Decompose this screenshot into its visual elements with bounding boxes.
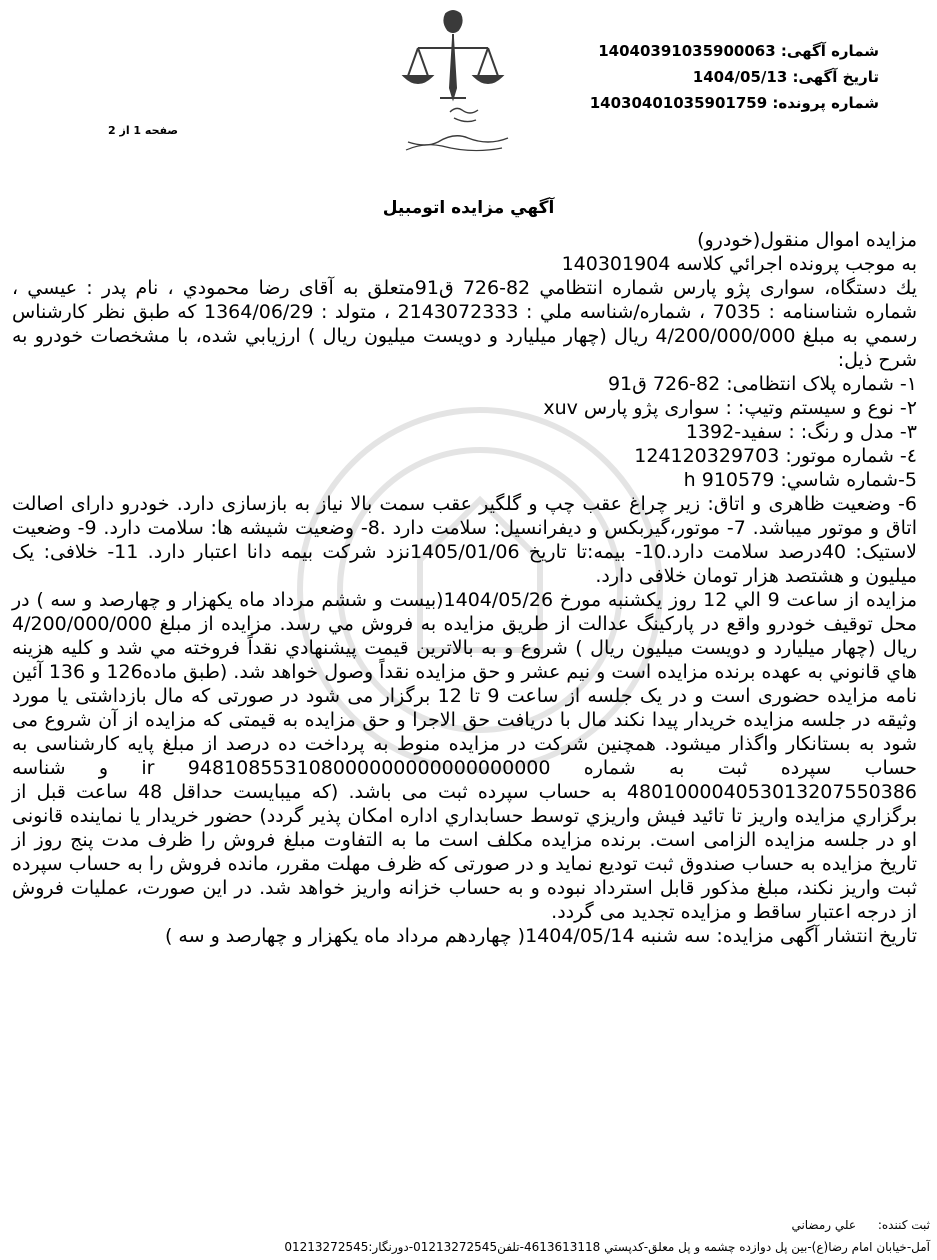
spec-chassis: 5-شماره شاسي: 910579 h xyxy=(683,469,917,491)
registrar-name: علي رمضاني xyxy=(791,1218,857,1232)
body-paragraph-case: به موجب پرونده اجرائي كلاسه 140301904 xyxy=(561,253,917,275)
body-paragraph-auction-terms: مزايده از ساعت 9 الي 12 روز يكشنبه مورخ 1404/05/26(بیست و ششم مرداد ماه یکهزار و چهارصد و سه ) در محل توقیف خودرو واقع در پارکینگ عدالت از طريق مزايده به فروش مي رسد. مزایده از مبلغ 4/200/000/000 ريال (چهار ميليارد و دويست ميليون ريال ) شروع و به بالاترين قيمت پيشنهادي نقداً فروخته مي شد و كليه هزينه هاي قانوني به عهده برنده مزايده است و نيم عشر و حق مزايده نقداً وصول خواهد شد. (طبق ماده126 و 136 آئین نامه مزایده حضوری است و در یک جلسه از ساعت 9 تا 12 برگزار می شود در صورتی که مال بازداشتی یا مورد وثیقه در جلسه مزایده خریدار پیدا نکند مال با دریافت حق الاجرا و حق مزایده به قیمتی که مزایده از آن شروع می شود به بستانکار واگذار میشود. همچنین شرکت در مزایده منوط به پرداخت ده درصد از مبلغ پایه کارشناسی به حساب سپرده ثبت به شماره ir 948108553108000000000000000000 و شناسه 480100004053013207550386 به حساب سپرده ثبت می باشد. (كه ميبايست حداقل 48 ساعت قبل از برگزاري مزايده واريز تا تائيد فيش واريزي توسط حسابداري اداره امكان پذير گردد) حضور خریدار یا نماینده قانونی او در جلسه مزایده الزامی است. برنده مزایده مکلف است ما به التفاوت مبلغ فروش را ظرف مدت پنج روز از تاریخ مزایده به حساب صندوق ثبت تودیع نماید و در صورتی که ظرف مهلت مقرر، مانده فروش را به حساب سپرده ثبت واریز نکند، مبلغ مذکور قابل استرداد نبوده و به حساب خزانه واریز خواهد شد. در این صورت، عملیات فروش از درجه اعتبار ساقط و مزایده تجدید می گردد. xyxy=(12,589,918,923)
case-number: 14030401035901759 xyxy=(589,94,768,112)
body-paragraph-publish-date: تاریخ انتشار آگهی مزایده: سه شنبه 1404/05/14( چهاردهم مرداد ماه یکهزار و چهارصد و سه ) xyxy=(164,925,917,947)
ad-number-row xyxy=(519,38,879,64)
ad-number-label: شماره آگهی: xyxy=(780,42,879,60)
registrar-row xyxy=(90,1214,930,1236)
registrar-label: ثبت كننده: xyxy=(877,1218,930,1232)
page-indicator: صفحه 1 از 2 xyxy=(108,124,179,137)
notice-body xyxy=(12,228,917,948)
case-number-row xyxy=(519,90,879,116)
ad-date: 1404/05/13 xyxy=(692,68,788,86)
spec-engine: ٤- شماره موتور: 124120329703 xyxy=(634,445,917,467)
body-paragraph-owner: يك دستگاه، سواری پژو پارس شماره انتظامي 82-726 ق91متعلق به آقای رضا محمودي ، نام پدر : عيسي ، شماره شناسنامه : 7035 ، شماره/شناسه ملي : 2143072333 ، متولد : 1364/06/29 كه طبق نظر كارشناس رسمي به مبلغ 4/200/000/000 ريال (چهار ميليارد و دويست ميليون ريال ) ارزيابي شده، با مشخصات خودرو به شرح ذيل: xyxy=(12,277,918,371)
footer-address: آمل-خيابان امام رضا(ع)-بين پل دوازده چشمه و پل معلق-كدپستي 4613613118-تلفن01213272545-دورنگار:01213272545 xyxy=(284,1240,930,1254)
judiciary-logo xyxy=(378,8,528,158)
case-number-label: شماره پرونده: xyxy=(772,94,879,112)
ad-date-row xyxy=(519,64,879,90)
spec-type: ۲- نوع و سیستم وتیپ: : سواری پژو پارس xuv xyxy=(543,397,917,419)
footer xyxy=(90,1214,930,1258)
page-title: آگهي مزايده اتومبيل xyxy=(382,198,555,218)
ad-number: 14040391035900063 xyxy=(598,42,776,60)
spec-plate: ۱- شماره پلاک انتظامی: 82-726 ق91 xyxy=(607,373,917,395)
header-info xyxy=(519,38,879,116)
ad-date-label: تاریخ آگهی: xyxy=(792,68,879,86)
spec-condition: 6- وضعیت ظاهری و اتاق: زیر چراغ عقب چپ و گلگیر عقب سمت بالا نیاز به بازسازی دارد. خودرو دارای اصالت اتاق و موتور میباشد. 7- موتور،گیربکس و دیفرانسیل: سلامت دارد .8- وضعیت شیشه ها: سلامت دارد. 9- وضعیت لاستیک: 40درصد سلامت دارد.10- بیمه:تا تاریخ 1405/01/06نزد شرکت بیمه دانا اعتبار دارد. 11- خلافی: یک میلیون و هشتصد هزار تومان خلافی دارد. xyxy=(12,493,918,587)
spec-model-color: ۳- مدل و رنگ: : سفید-1392 xyxy=(685,421,917,443)
body-paragraph-type: مزایده اموال منقول(خودرو) xyxy=(697,229,917,251)
